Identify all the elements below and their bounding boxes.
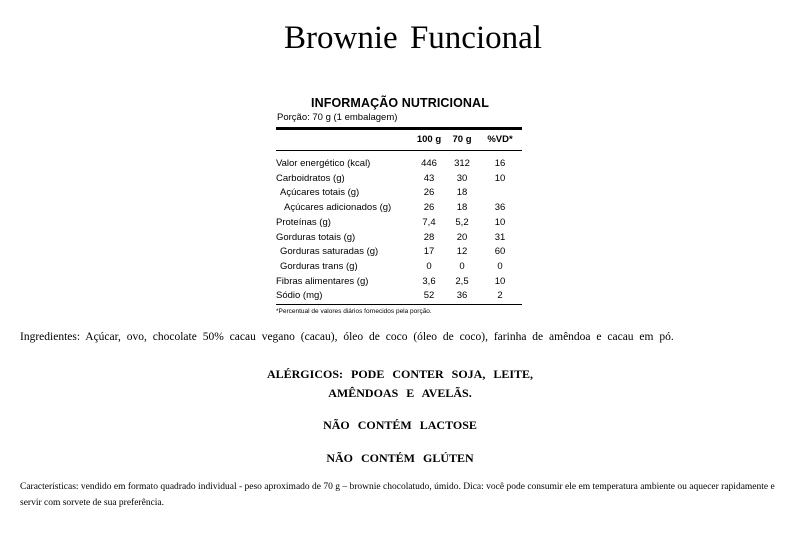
value-vd <box>478 186 522 201</box>
value-vd: 16 <box>494 158 506 169</box>
value-70g: 18 <box>456 202 468 214</box>
nutrient-label: Gorduras totais (g) <box>276 231 356 243</box>
value-100g: 0 <box>426 260 432 272</box>
lactose-free-notice: NÃO CONTÉM LACTOSE <box>323 418 477 432</box>
nutrient-label: Gorduras saturadas (g) <box>280 246 379 258</box>
table-row <box>276 201 522 216</box>
table-row <box>276 260 522 275</box>
nutrient-label: Açúcares totais (g) <box>280 187 360 199</box>
value-70g: 18 <box>456 187 468 199</box>
nutrient-label: Gorduras trans (g) <box>280 260 358 272</box>
table-row <box>276 275 522 290</box>
nutrition-table <box>276 130 522 305</box>
nutrient-label: Valor energético (kcal) <box>276 158 371 169</box>
value-vd: 10 <box>494 216 506 228</box>
page-title: Brownie Funcional <box>284 20 542 56</box>
value-100g: 43 <box>423 172 435 184</box>
value-100g: 17 <box>423 246 435 258</box>
nutrient-label: Carboidratos (g) <box>276 172 345 184</box>
table-row <box>276 172 522 187</box>
portion-size: Porção: 70 g (1 embalagem) <box>277 112 398 123</box>
value-vd: 31 <box>494 231 506 243</box>
value-70g: 20 <box>456 231 468 243</box>
column-header: 70 g <box>446 130 478 151</box>
value-100g: 26 <box>423 187 435 199</box>
nutrient-label: Açúcares adicionados (g) <box>284 202 392 214</box>
nutrient-label: Proteínas (g) <box>276 216 331 228</box>
value-70g: 30 <box>456 172 468 184</box>
nutrition-facts-panel <box>276 96 524 315</box>
nutrition-footnote: *Percentual de valores diários fornecidos pela porção. <box>276 308 432 316</box>
product-characteristics: Características: vendido em formato quadrado individual - peso aproximado de 70 g – brownie chocolatudo, úmido. Dica: você pode consumir ele em temperatura ambiente ou aquecer rapidamente e servir com sorvete de sua preferência. <box>20 482 775 508</box>
value-100g: 446 <box>421 158 437 169</box>
value-70g: 0 <box>459 260 465 272</box>
column-header <box>276 130 412 151</box>
value-vd: 2 <box>478 289 522 304</box>
nutrient-label: Fibras alimentares (g) <box>276 275 369 287</box>
value-70g: 36 <box>446 289 478 304</box>
table-row <box>276 245 522 260</box>
table-row <box>276 231 522 246</box>
value-100g: 26 <box>423 202 435 214</box>
value-vd: 10 <box>494 275 506 287</box>
value-70g: 2,5 <box>455 275 469 287</box>
value-vd: 0 <box>497 260 503 272</box>
value-70g: 12 <box>456 246 468 258</box>
ingredients-text: Ingredientes: Açúcar, ovo, chocolate 50% cacau vegano (cacau), óleo de coco (óleo de coco), farinha de amêndoa e cacau em pó. <box>20 331 674 343</box>
table-row <box>276 289 522 304</box>
allergens-line-1: ALÉRGICOS: PODE CONTER SOJA, LEITE, <box>266 367 534 381</box>
value-70g: 312 <box>454 158 470 169</box>
value-vd: 60 <box>494 246 506 258</box>
allergens-line-2: AMÊNDOAS E AVELÃS. <box>328 386 472 400</box>
nutrition-heading: INFORMAÇÃO NUTRICIONAL <box>311 96 489 110</box>
column-header: 100 g <box>412 130 446 151</box>
value-100g: 28 <box>423 231 435 243</box>
nutrient-label: Sódio (mg) <box>276 289 412 304</box>
table-row <box>276 216 522 231</box>
value-70g: 5,2 <box>455 216 469 228</box>
value-100g: 7,4 <box>422 216 436 228</box>
value-vd: 36 <box>494 202 506 214</box>
table-row <box>276 157 522 172</box>
value-vd: 10 <box>494 172 506 184</box>
value-100g: 52 <box>412 289 446 304</box>
table-header-row <box>276 130 522 151</box>
table-row <box>276 186 522 201</box>
column-header: %VD* <box>478 130 522 151</box>
value-100g: 3,6 <box>422 275 436 287</box>
gluten-free-notice: NÃO CONTÉM GLÚTEN <box>326 451 474 465</box>
